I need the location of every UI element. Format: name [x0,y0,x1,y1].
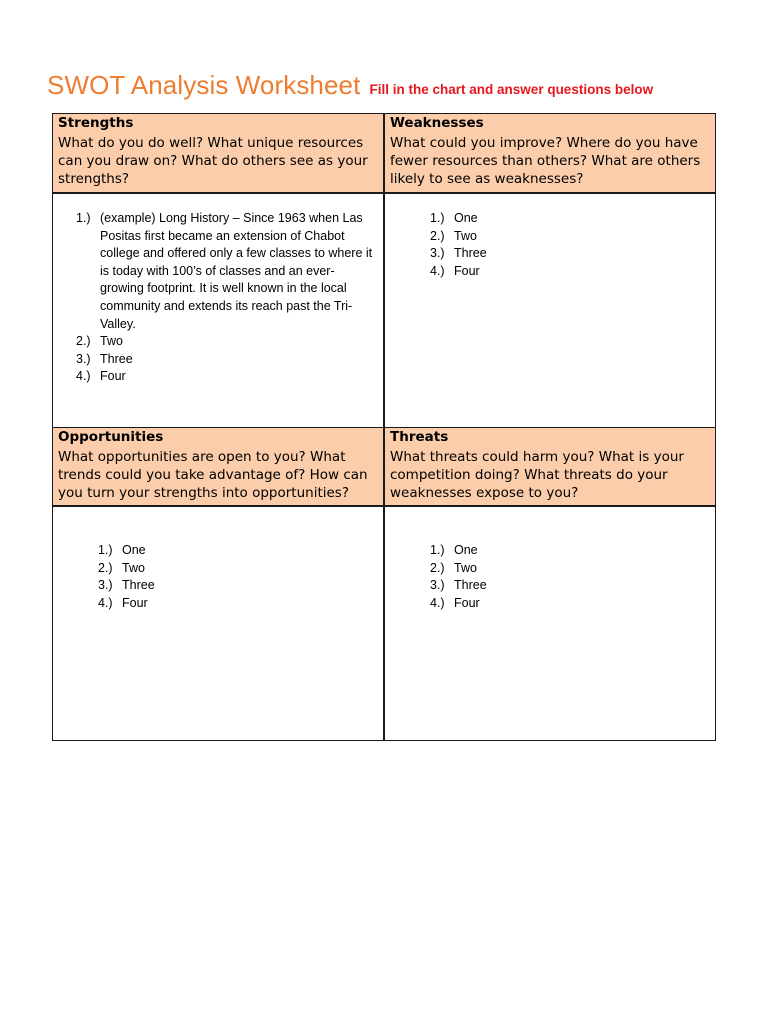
list-item [98,577,368,595]
opportunities-header [53,428,383,507]
opportunities-questions: What opportunities are open to you? What trends could you take advantage of? How can you turn your strengths into opportunities? [58,449,368,501]
page-instructions: Fill in the chart and answer questions below [369,82,654,97]
list-item-number: 3.) [76,351,91,366]
threats-body[interactable] [430,542,700,612]
list-item-number: 1.) [430,211,445,225]
list-item-text: One [122,543,146,557]
list-item-text: Four [454,595,480,610]
list-item [98,560,368,578]
list-item [76,210,378,333]
threats-heading: Threats [390,429,449,445]
list-item-number: 3.) [98,578,113,593]
list-item-number: 3.) [430,246,445,261]
threats-questions: What threats could harm you? What is your competition doing? What threats do your weaknesses expose to you? [390,449,684,501]
weaknesses-cell [385,114,715,427]
list-item [430,245,700,263]
list-item [430,210,700,228]
list-item [98,542,368,560]
weaknesses-questions: What could you improve? Where do you have fewer resources than others? What are others likely to see as weaknesses? [390,135,701,187]
list-item-number: 1.) [76,211,91,225]
list-item-number: 1.) [98,543,113,557]
strengths-list [76,210,378,386]
list-item [430,228,700,246]
list-item [98,595,368,613]
page-title: SWOT Analysis Worksheet [47,70,361,100]
list-item-text: Four [454,263,480,278]
list-item [430,560,700,578]
strengths-header [53,114,383,194]
list-item-number: 2.) [430,560,445,575]
threats-list [430,542,700,612]
list-item-text: Three [100,351,133,366]
strengths-questions: What do you do well? What unique resources can you draw on? What do others see as your strengths? [58,135,368,187]
list-item [430,542,700,560]
threats-cell [385,428,715,740]
list-item-text: Three [454,578,487,593]
swot-grid [52,113,716,741]
list-item [430,577,700,595]
list-item-text: Three [454,246,487,261]
weaknesses-heading: Weaknesses [390,115,484,131]
opportunities-heading: Opportunities [58,429,164,445]
list-item [430,595,700,613]
list-item-number: 1.) [430,543,445,557]
list-item-number: 4.) [430,263,445,278]
list-item-text: Three [122,578,155,593]
weaknesses-list [430,210,700,280]
column-divider [383,114,385,740]
weaknesses-header [385,114,715,194]
list-item-text: One [454,543,478,557]
list-item-number: 2.) [76,334,91,349]
opportunities-list [98,542,368,612]
list-item-text: Two [454,228,477,243]
list-item-number: 3.) [430,578,445,593]
opportunities-body[interactable] [98,542,368,612]
list-item-text: Four [100,369,126,384]
list-item-number: 2.) [98,560,113,575]
list-item-text: Four [122,595,148,610]
threats-header [385,428,715,507]
list-item-text: One [454,211,478,225]
list-item-number: 4.) [430,595,445,610]
list-item-number: 4.) [76,369,91,384]
page-title-row [47,70,653,101]
list-item [76,333,378,351]
list-item [430,263,700,281]
list-item-number: 4.) [98,595,113,610]
list-item-text: Two [454,560,477,575]
list-item [76,368,378,386]
list-item-number: 2.) [430,228,445,243]
strengths-cell [53,114,383,427]
list-item-text: Two [122,560,145,575]
strengths-heading: Strengths [58,115,134,131]
strengths-body[interactable] [76,210,378,386]
list-item-text: Two [100,334,123,349]
list-item [76,351,378,369]
weaknesses-body[interactable] [430,210,700,280]
list-item-text: (example) Long History – Since 1963 when Las Positas first became an extension of Chabot college and offered only a few classes to where it is today with 100’s of classes and an ever-growing footprint. It is well known in the local community and extends its reach past the Tri-Valley. [100,211,373,331]
opportunities-cell [53,428,383,740]
